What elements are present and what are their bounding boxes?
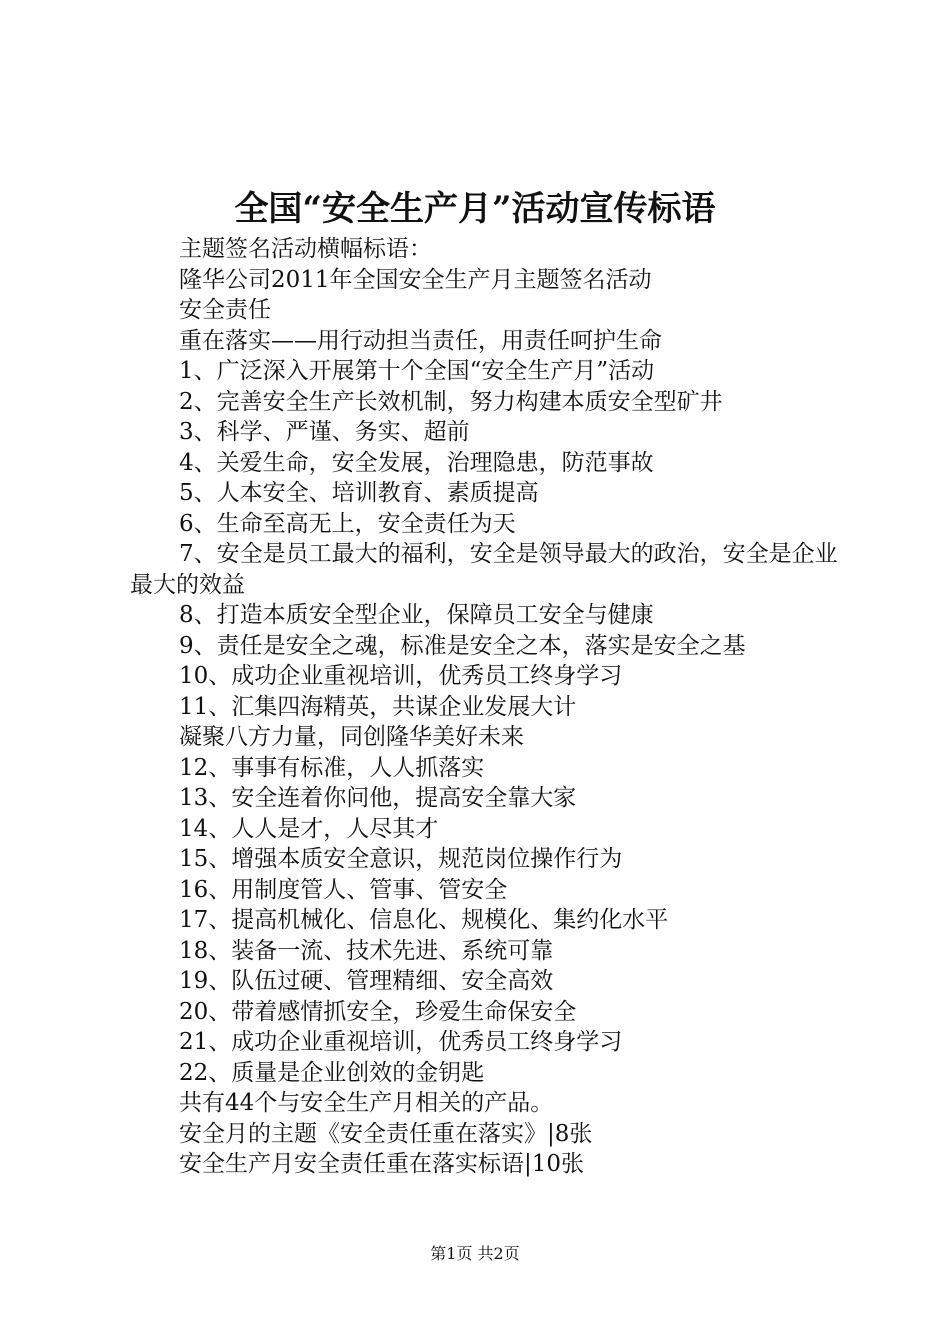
slogan-item: 22、质量是企业创效的金钥匙 (179, 1059, 485, 1086)
slogan-item: 10、成功企业重视培训，优秀员工终身学习 (179, 663, 623, 689)
slogan-item: 13、安全连着你问他，提高安全靠大家 (179, 785, 577, 811)
slogan-item: 19、队伍过硬、管理精细、安全高效 (179, 968, 554, 994)
text-line: 安全生产月安全责任重在落实标语|10张 (179, 1151, 585, 1177)
slogan-item: 18、装备一流、技术先进、系统可靠 (179, 937, 554, 964)
document-title: 全国“安全生产月”活动宣传标语 (234, 189, 716, 229)
slogan-item: 1、广泛深入开展第十个全国“安全生产月”活动 (179, 358, 655, 384)
slogan-item: 11、汇集四海精英，共谋企业发展大计 (179, 693, 577, 720)
slogan-item: 16、用制度管人、管事、管安全 (179, 876, 508, 903)
document-body (130, 234, 840, 1180)
slogan-item: 12、事事有标准，人人抓落实 (179, 754, 485, 781)
slogan-item-wrapped: 7、安全是员工最大的福利，安全是领导最大的政治，安全是企业最大的效益 (130, 541, 838, 598)
page-number: 第1页 共2页 (430, 1244, 520, 1263)
slogan-item: 6、生命至高无上，安全责任为天 (179, 510, 516, 537)
slogan-item: 8、打造本质安全型企业，保障员工安全与健康 (179, 602, 654, 628)
slogan-item: 20、带着感情抓安全，珍爱生命保安全 (179, 998, 577, 1025)
text-line: 安全月的主题《安全责任重在落实》|8张 (179, 1120, 593, 1147)
slogan-item: 15、增强本质安全意识，规范岗位操作行为 (179, 846, 623, 872)
slogan-item: 5、人本安全、培训教育、素质提高 (179, 480, 539, 506)
text-line: 共有44个与安全生产月相关的产品。 (179, 1090, 554, 1116)
slogan-item: 3、科学、严谨、务实、超前 (179, 419, 470, 445)
slogan-item: 14、人人是才，人尽其才 (179, 815, 439, 842)
text-line: 重在落实——用行动担当责任，用责任呵护生命 (179, 327, 662, 354)
slogan-item: 凝聚八方力量，同创隆华美好未来 (179, 724, 524, 750)
slogan-item: 4、关爱生命，安全发展，治理隐患，防范事故 (179, 449, 654, 476)
text-line: 主题签名活动横幅标语： (179, 236, 432, 262)
slogan-item: 2、完善安全生产长效机制，努力构建本质安全型矿井 (179, 388, 723, 415)
slogan-item: 9、责任是安全之魂，标准是安全之本，落实是安全之基 (179, 632, 746, 659)
text-line: 隆华公司2011年全国安全生产月主题签名活动 (179, 266, 652, 293)
text-line: 安全责任 (179, 297, 271, 323)
slogan-item: 17、提高机械化、信息化、规模化、集约化水平 (179, 907, 669, 933)
slogan-item: 21、成功企业重视培训，优秀员工终身学习 (179, 1029, 623, 1055)
